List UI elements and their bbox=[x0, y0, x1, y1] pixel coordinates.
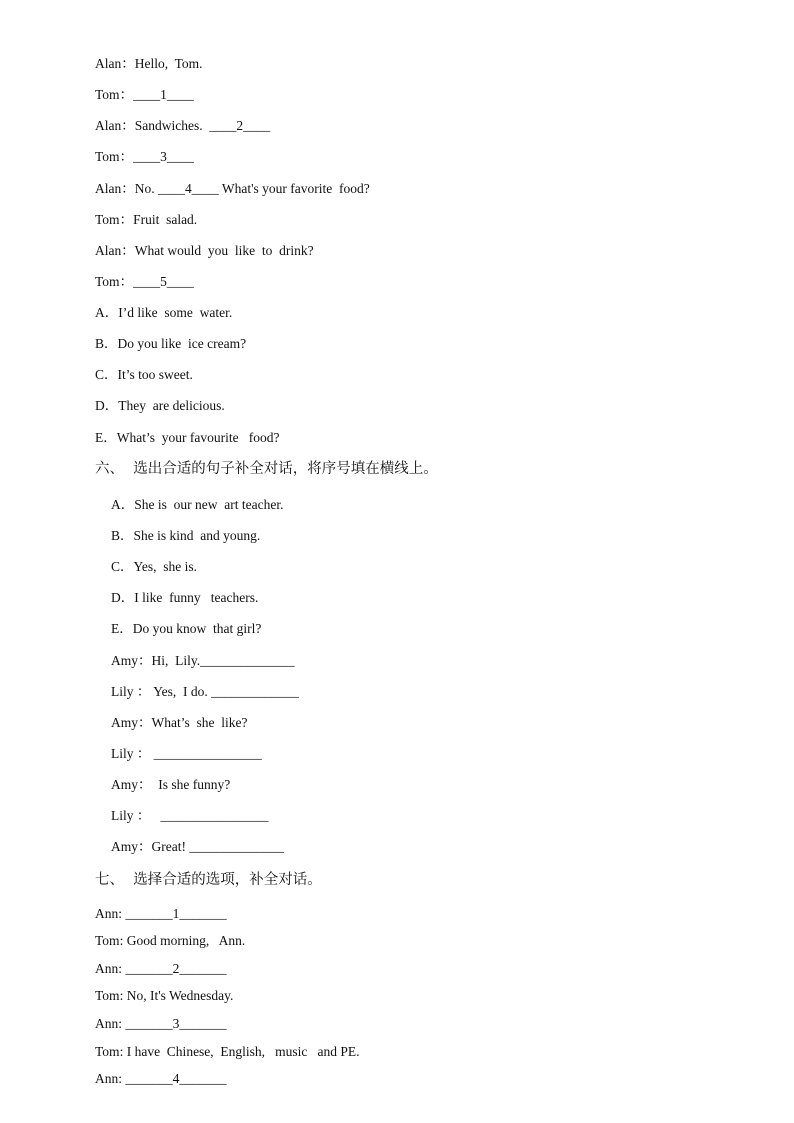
speaker: Amy bbox=[111, 777, 138, 792]
separator: ： bbox=[138, 715, 152, 730]
answer-blank[interactable]: ________________ bbox=[150, 808, 269, 823]
speaker: Amy bbox=[111, 715, 138, 730]
option-item: A．She is our new art teacher. bbox=[111, 497, 284, 512]
dialogue-line: Tom: Good morning, Ann. bbox=[95, 933, 246, 948]
line-text: I have Chinese, English, music and PE. bbox=[126, 1044, 360, 1059]
line-text: What’s she like? bbox=[151, 715, 248, 730]
speaker: Tom bbox=[95, 988, 120, 1003]
answer-blank[interactable]: _______1_______ bbox=[125, 906, 227, 921]
line-text: Good morning, Ann. bbox=[126, 933, 246, 948]
speaker: Amy bbox=[111, 839, 138, 854]
speaker: Alan bbox=[95, 181, 122, 196]
answer-blank[interactable]: _______4_______ bbox=[125, 1071, 227, 1086]
speaker: Alan bbox=[95, 56, 122, 71]
separator: ： bbox=[138, 839, 152, 854]
speaker: Ann bbox=[95, 961, 119, 976]
dialogue-line: Ann: _______1_______ bbox=[95, 906, 227, 921]
separator: ： bbox=[133, 746, 151, 761]
dialogue-line: Ann: _______3_______ bbox=[95, 1016, 227, 1031]
speaker: Alan bbox=[95, 243, 122, 258]
line-text[interactable]: Sandwiches. ____2____ bbox=[134, 118, 271, 133]
answer-blank[interactable]: _______2_______ bbox=[125, 961, 227, 976]
dialogue-line bbox=[111, 776, 230, 794]
section-heading-6: 六、 选出合适的句子补全对话，将序号填在横线上。 bbox=[95, 461, 438, 477]
speaker: Ann bbox=[95, 1016, 119, 1031]
dialogue-line: Alan：No. ____4____ What's your favorite food? bbox=[95, 181, 370, 196]
line-text: Hello, Tom. bbox=[134, 56, 203, 71]
line-text[interactable]: Yes, I do. _____________ bbox=[150, 684, 299, 699]
option-item: D．They are delicious. bbox=[95, 398, 225, 413]
answer-blank[interactable]: ________________ bbox=[150, 746, 262, 761]
dialogue-line: Tom: I have Chinese, English, music and PE. bbox=[95, 1044, 360, 1059]
answer-blank[interactable]: ____1____ bbox=[133, 87, 194, 102]
dialogue-line bbox=[111, 683, 299, 701]
speaker: Tom bbox=[95, 274, 120, 289]
option-item: A．I’d like some water. bbox=[95, 305, 233, 320]
option-item: B．Do you like ice cream? bbox=[95, 336, 247, 351]
speaker: Lily bbox=[111, 808, 134, 823]
line-text: What would you like to drink? bbox=[134, 243, 314, 258]
speaker: Tom bbox=[95, 933, 120, 948]
option-item: C．It’s too sweet. bbox=[95, 367, 193, 382]
dialogue-line bbox=[111, 714, 247, 732]
line-text: No, It's Wednesday. bbox=[126, 988, 234, 1003]
line-text: Is she funny? bbox=[151, 777, 231, 792]
line-text: Fruit salad. bbox=[133, 212, 198, 227]
dialogue-line: Tom：Fruit salad. bbox=[95, 212, 198, 227]
speaker: Tom bbox=[95, 1044, 120, 1059]
option-item: D．I like funny teachers. bbox=[111, 590, 259, 605]
speaker: Lily bbox=[111, 746, 134, 761]
speaker: Ann bbox=[95, 906, 119, 921]
dialogue-line bbox=[111, 838, 284, 856]
answer-blank[interactable]: ____3____ bbox=[133, 149, 194, 164]
dialogue-line bbox=[111, 807, 269, 825]
line-text[interactable]: Great! ______________ bbox=[151, 839, 284, 854]
speaker: Tom bbox=[95, 212, 120, 227]
option-item: E．What’s your favourite food? bbox=[95, 430, 280, 445]
option-item: B．She is kind and young. bbox=[111, 528, 261, 543]
dialogue-line bbox=[111, 652, 295, 670]
answer-blank[interactable]: ____5____ bbox=[133, 274, 194, 289]
speaker: Amy bbox=[111, 653, 138, 668]
option-item: E．Do you know that girl? bbox=[111, 621, 262, 636]
speaker: Tom bbox=[95, 87, 120, 102]
dialogue-line: Alan：What would you like to drink? bbox=[95, 243, 314, 258]
separator: ： bbox=[138, 777, 152, 792]
speaker: Lily bbox=[111, 684, 134, 699]
dialogue-line: Tom：____3____ bbox=[95, 149, 194, 164]
line-text[interactable]: Hi, Lily.______________ bbox=[151, 653, 295, 668]
dialogue-line: Alan：Sandwiches. ____2____ bbox=[95, 118, 271, 133]
answer-blank[interactable]: _______3_______ bbox=[125, 1016, 227, 1031]
separator: ： bbox=[138, 653, 152, 668]
dialogue-line: Alan：Hello, Tom. bbox=[95, 56, 203, 71]
speaker: Ann bbox=[95, 1071, 119, 1086]
dialogue-line bbox=[111, 745, 262, 763]
option-item: C．Yes, she is. bbox=[111, 559, 198, 574]
dialogue-line: Tom: No, It's Wednesday. bbox=[95, 988, 234, 1003]
dialogue-line: Tom：____1____ bbox=[95, 87, 194, 102]
dialogue-line: Tom：____5____ bbox=[95, 274, 194, 289]
dialogue-line: Ann: _______2_______ bbox=[95, 961, 227, 976]
separator: ： bbox=[133, 808, 151, 823]
section-heading-7: 七、 选择合适的选项，补全对话。 bbox=[95, 872, 322, 888]
dialogue-line: Ann: _______4_______ bbox=[95, 1071, 227, 1086]
line-text[interactable]: No. ____4____ What's your favorite food? bbox=[134, 181, 370, 196]
speaker: Tom bbox=[95, 149, 120, 164]
speaker: Alan bbox=[95, 118, 122, 133]
separator: ： bbox=[133, 684, 151, 699]
